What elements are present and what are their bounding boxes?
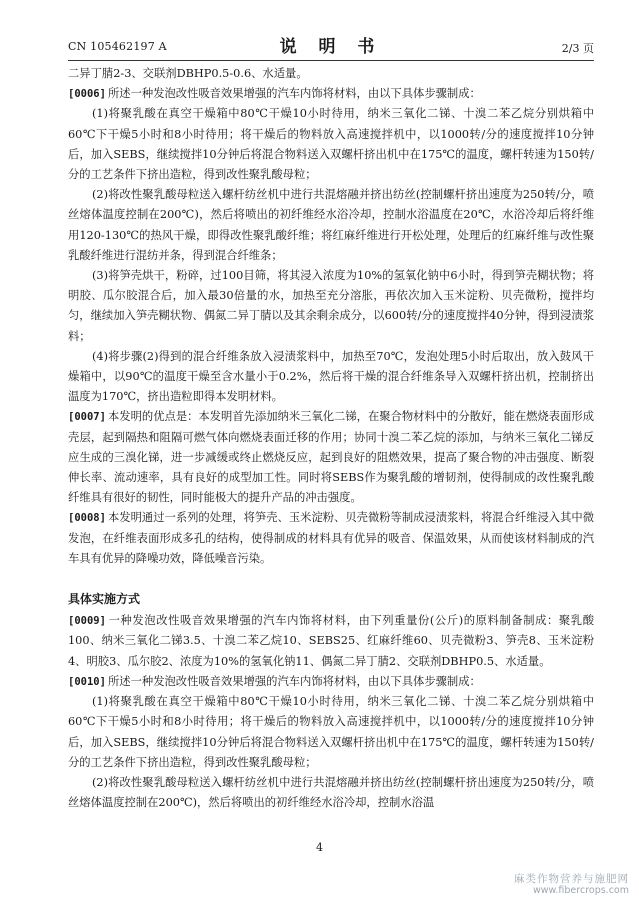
page-title: 说 明 书 xyxy=(279,37,383,57)
step-item: (3)将笋壳烘干，粉碎，过100目筛，将其浸入浓度为10%的氢氧化钠中6小时，得到笋壳糊状物；将明胶、瓜尔胶混合后，加入最30倍量的水，加热至充分溶胀，再依次加入玉米淀粉、贝壳微粉，搅拌均匀，继续加入笋壳糊状物、偶氮二异丁腈以及其余剩余成分，以600转/分的速度搅拌40分钟，得到浸渍浆料； xyxy=(68,269,594,343)
page-indicator: 2/3 页 xyxy=(561,42,594,55)
paragraph-tag: [0009] xyxy=(68,615,106,628)
paragraph-0006 xyxy=(68,84,594,104)
paragraph-tag: [0006] xyxy=(68,88,106,101)
paragraph-text: 本发明的优点是：本发明首先添加纳米三氧化二锑，在聚合物材料中的分散好，能在燃烧表面形成壳层，起到隔热和阻隔可燃气体向燃烧表面迁移的作用；协同十溴二苯乙烷的添加，与纳米三氧化二锑反应生成的三溴化锑，进一步减缓或终止燃烧反应，起到良好的阻燃效果，提高了聚合物的冲击强度、断裂伸长率、流动速率，具有良好的成型加工性。同时将SEBS作为聚乳酸的增韧剂，使得制成的改性聚乳酸纤维具有很好的韧性，同时能极大的提升产品的冲击强度。 xyxy=(68,410,594,505)
step-item: (2)将改性聚乳酸母粒送入螺杆纺丝机中进行共混熔融并挤出纺丝(控制螺杆挤出速度为250转/分，喷丝熔体温度控制在200℃)，然后将喷出的初纤维经水浴冷却，控制水浴温度在20℃，水浴冷却后将纤维用120-130℃的热风干燥，即得改性聚乳酸纤维；将红麻纤维进行开松处理，处理后的红麻纤维与改性聚乳酸纤维进行混纺并条，得到混合纤维条； xyxy=(68,188,594,262)
paragraph-tag: [0010] xyxy=(68,675,106,688)
paragraph-tag: [0008] xyxy=(68,512,106,525)
paragraph-0010 xyxy=(68,672,594,692)
paragraph-0008 xyxy=(68,508,594,569)
section-heading: 具体实施方式 xyxy=(68,592,141,607)
site-watermark xyxy=(514,873,629,897)
paragraph-0007 xyxy=(68,407,594,508)
paragraph-text: 本发明通过一系列的处理，将笋壳、玉米淀粉、贝壳微粉等制成浸渍浆料，将混合纤维浸入其中微发泡，在纤维表面形成多孔的结构，使得制成的材料具有优异的吸音、保温效果，从而使该材料制成的汽车具有优异的降噪功效，降低噪音污染。 xyxy=(68,511,594,565)
step-item: (4)将步骤(2)得到的混合纤维条放入浸渍浆料中，加热至70℃，发泡处理5小时后取出，放入鼓风干燥箱中，以90℃的温度干燥至含水量小于0.2%，然后将干燥的混合纤维条导入双螺杆挤出机，控制挤出温度为170℃，挤出造粒即得本发明材料。 xyxy=(68,349,594,404)
paragraph-text: 一种发泡改性吸音效果增强的汽车内饰将材料，由下列重量份(公斤)的原料制备制成：聚乳酸100、纳米三氧化二锑3.5、十溴二苯乙烷10、SEBS25、红麻纤维60、贝壳微粉3、笋壳8、玉米淀粉4、明胶3、瓜尔胶2、浓度为10%的氢氧化钠11、偶氮二异丁腈2、交联剂DBHP0.5、水适量。 xyxy=(68,614,594,668)
paragraph-0009 xyxy=(68,611,594,672)
continuation-line: 二异丁腈2-3、交联剂DBHP0.5-0.6、水适量。 xyxy=(68,67,308,80)
paragraph-text: 所述一种发泡改性吸音效果增强的汽车内饰将材料，由以下具体步骤制成： xyxy=(108,674,481,688)
document-body xyxy=(68,64,594,813)
page-number: 4 xyxy=(316,841,323,854)
step-item: (2)将改性聚乳酸母粒送入螺杆纺丝机中进行共混熔融并挤出纺丝(控制螺杆挤出速度为250转/分，喷丝熔体温度控制在200℃)，然后将喷出的初纤维经水浴冷却，控制水浴温 xyxy=(68,775,594,810)
header-divider xyxy=(68,60,594,61)
watermark-site-name: 麻类作物营养与施肥网 xyxy=(514,873,629,885)
paragraph-text: 所述一种发泡改性吸音效果增强的汽车内饰将材料，由以下具体步骤制成： xyxy=(108,87,481,101)
step-item: (1)将聚乳酸在真空干燥箱中80℃干燥10小时待用，纳米三氧化二锑、十溴二苯乙烷分别烘箱中60℃下干燥5小时和8小时待用；将干燥后的物料放入高速搅拌机中，以1000转/分的速度搅拌10分钟后，加入SEBS，继续搅拌10分钟后将混合物料送入双螺杆挤出机中在175℃的温度，螺杆转速为150转/分的工艺条件下挤出造粒，得到改性聚乳酸母粒； xyxy=(68,695,594,769)
page-header xyxy=(68,30,594,56)
step-item: (1)将聚乳酸在真空干燥箱中80℃干燥10小时待用，纳米三氧化二锑、十溴二苯乙烷分别烘箱中60℃下干燥5小时和8小时待用；将干燥后的物料放入高速搅拌机中，以1000转/分的速度搅拌10分钟后，加入SEBS，继续搅拌10分钟后将混合物料送入双螺杆挤出机中在175℃的温度，螺杆转速为150转/分的工艺条件下挤出造粒，得到改性聚乳酸母粒； xyxy=(68,107,594,182)
document-number: CN 105462197 A xyxy=(68,40,167,53)
paragraph-tag: [0007] xyxy=(68,411,106,424)
watermark-url: www.fibercrops.com xyxy=(532,885,629,896)
